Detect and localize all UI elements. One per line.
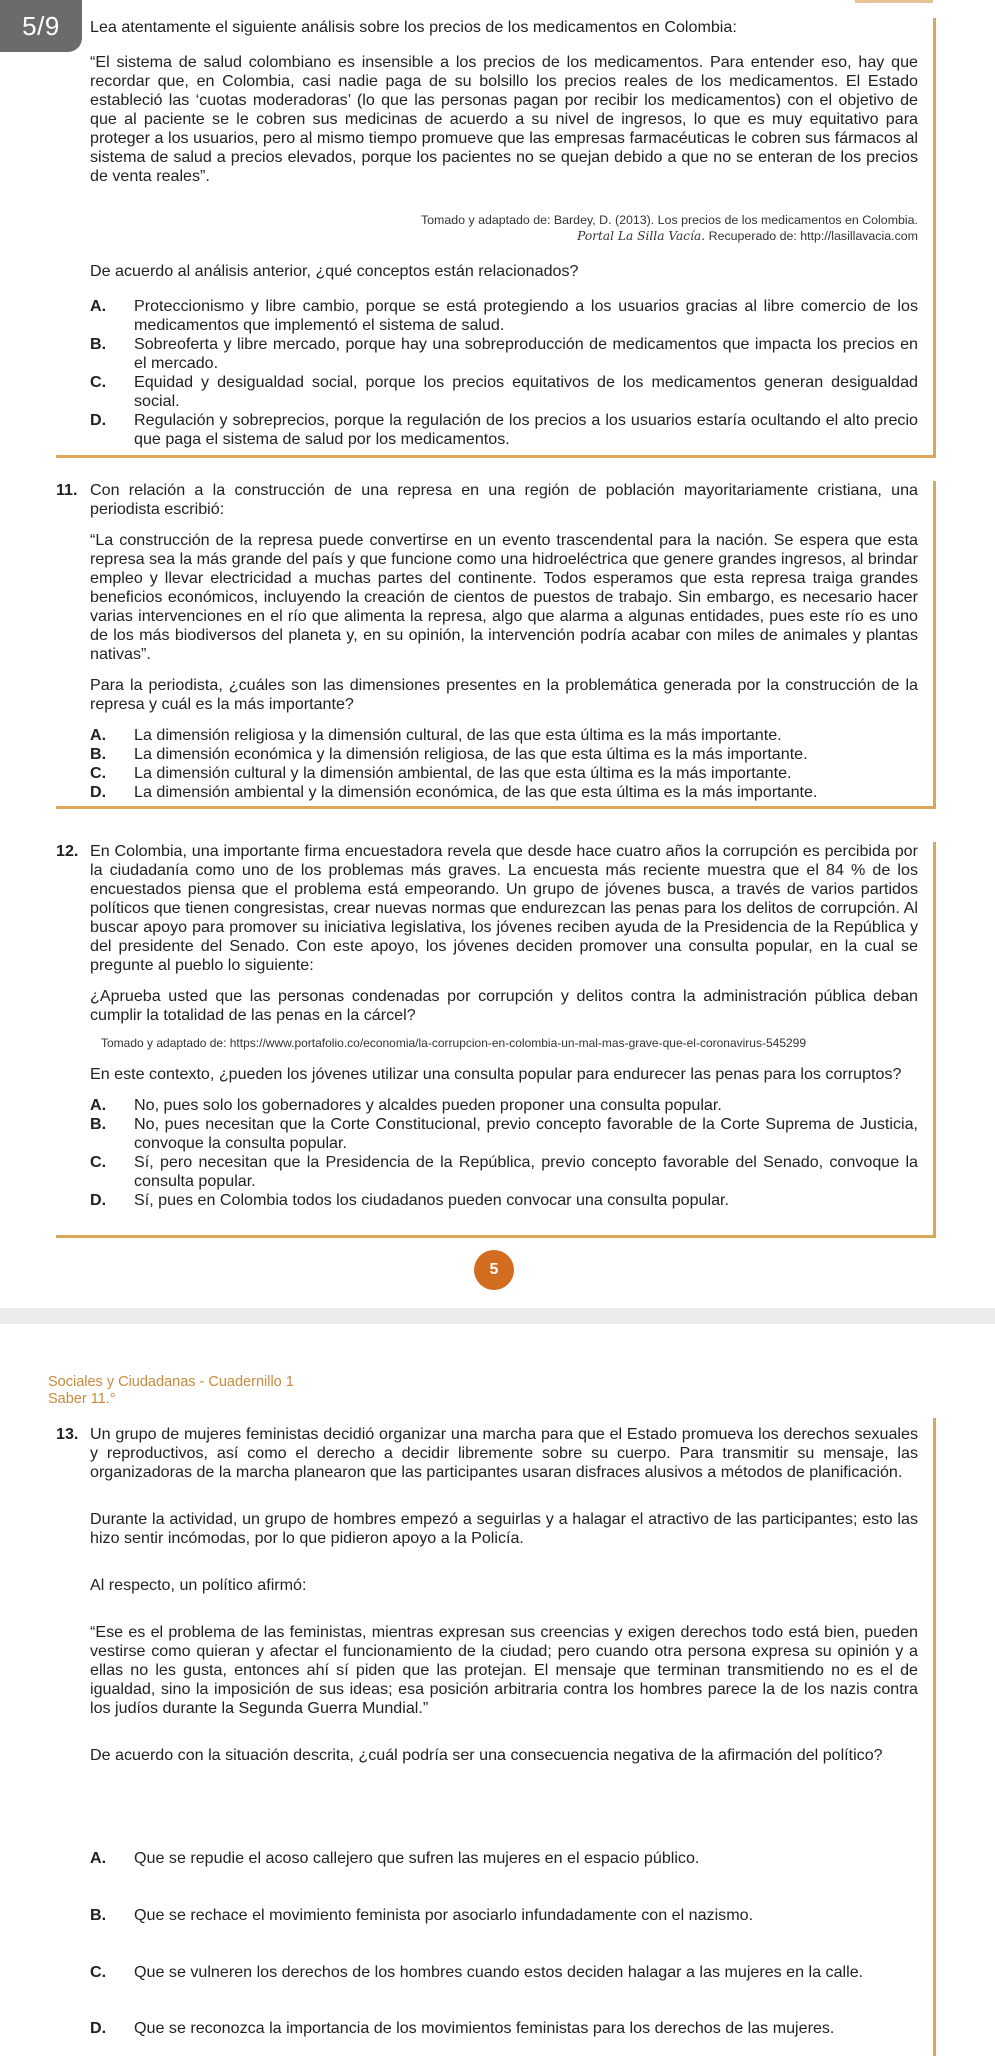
- option-letter: D.: [90, 783, 107, 801]
- option-letter: B.: [90, 745, 107, 763]
- option-text: Que se vulneren los derechos de los hombres cuando estos deciden halagar a las mujeres en la calle.: [134, 1963, 864, 1981]
- question-10-quote: “El sistema de salud colombiano es insensible a los precios de los medicamentos. Para entender eso, hay que recordar que, en Colombia, casi nadie paga de su bolsillo los precios reales de los medicamentos. El Estado estableció las ‘cuotas moderadoras’ (lo que las personas pagan por recibir los medicamentos) con el objetivo de que al paciente se le cobren sus medicinas de acuerdo a su nivel de ingresos, lo que es muy equitativo para proteger a los usuarios, pero al mismo tiempo promueve que las empresas farmacéuticas le cobren sus fármacos al sistema de salud a precios elevados, porque los pacientes no se quejan debido a que no se enteran de los precios de venta reales”.: [90, 53, 918, 185]
- option-b[interactable]: [90, 1115, 918, 1153]
- option-a[interactable]: [90, 1096, 918, 1115]
- question-10: [56, 18, 936, 458]
- option-letter: A.: [90, 297, 107, 315]
- option-text: Sí, pero necesitan que la Presidencia de la República, previo concepto favorable del Senado, convoque la consulta popular.: [134, 1153, 918, 1190]
- option-c[interactable]: [90, 764, 918, 783]
- question-13: [56, 1425, 936, 1845]
- option-text: Que se reconozca la importancia de los movimientos feministas para los derechos de las mujeres.: [134, 2019, 835, 2037]
- source-line-2: [56, 228, 918, 244]
- option-letter: C.: [90, 1153, 107, 1171]
- source-rest: Recuperado de: http://lasillavacia.com: [705, 229, 918, 243]
- option-letter: C.: [90, 764, 107, 782]
- option-letter: B.: [90, 1115, 107, 1133]
- question-10-border: [933, 18, 936, 458]
- question-11-options: [56, 726, 936, 802]
- question-12-stem: [56, 842, 936, 975]
- option-d[interactable]: [90, 1191, 918, 1210]
- page-counter: 5/9: [0, 0, 82, 52]
- question-13-paragraph-2: Durante la actividad, un grupo de hombres empezó a seguirlas y a halagar el atractivo de las participantes; esto las hizo sentir incómodas, por lo que pidieron apoyo a la Policía.: [90, 1510, 918, 1547]
- option-letter: C.: [90, 1963, 107, 1981]
- option-letter: A.: [90, 1096, 107, 1114]
- question-11-bottom-border: [56, 806, 936, 809]
- question-10-stem-text: Lea atentamente el siguiente análisis sobre los precios de los medicamentos en Colombia:: [90, 18, 737, 36]
- option-text: Regulación y sobreprecios, porque la regulación de los precios a los usuarios estaría ocultando el alto precio que paga el sistema de salud por los medicamentos.: [134, 411, 918, 448]
- option-c[interactable]: [90, 1963, 930, 1982]
- question-10-bottom-border: [56, 455, 936, 458]
- option-letter: B.: [90, 335, 107, 353]
- option-c[interactable]: [90, 373, 918, 411]
- question-10-stem: [56, 18, 936, 37]
- question-11-stem-text: Con relación a la construcción de una represa en una región de población mayoritariamente cristiana, una periodista escribió:: [90, 481, 918, 518]
- option-text: La dimensión cultural y la dimensión ambiental, de las que esta última es la más importante.: [134, 764, 792, 782]
- option-text: No, pues necesitan que la Corte Constitucional, previo concepto favorable de la Corte Suprema de Justicia, convoque la consulta popular.: [134, 1115, 918, 1152]
- question-13-question: De acuerdo con la situación descrita, ¿cuál podría ser una consecuencia negativa de la afirmación del político?: [90, 1746, 883, 1764]
- option-text: Proteccionismo y libre cambio, porque se está protegiendo a los usuarios gracias al libre comercio de los medicamentos que implementó el sistema de salud.: [134, 297, 918, 334]
- question-12-quote: ¿Aprueba usted que las personas condenadas por corrupción y delitos contra la administración pública deban cumplir la totalidad de las penas en la cárcel?: [90, 987, 918, 1024]
- source-italic: Portal La Silla Vacía.: [577, 229, 706, 243]
- question-10-options: [56, 297, 936, 449]
- page-number-badge: 5: [474, 1250, 514, 1290]
- option-text: Sí, pues en Colombia todos los ciudadanos pueden convocar una consulta popular.: [134, 1191, 729, 1209]
- option-text: No, pues solo los gobernadores y alcaldes pueden proponer una consulta popular.: [134, 1096, 722, 1114]
- booklet-subject: Sociales y Ciudadanas - Cuadernillo 1: [48, 1374, 294, 1390]
- option-text: La dimensión religiosa y la dimensión cultural, de las que esta última es la más importante.: [134, 726, 782, 744]
- question-number: 12.: [56, 842, 79, 860]
- option-letter: C.: [90, 373, 107, 391]
- question-11-quote: “La construcción de la represa puede convertirse en un evento trascendental para la nación. Se espera que esta represa sea la más grande del país y que funcione como una hidroeléctrica que genere grandes ingresos, al brindar empleo y llevar electricidad a muchas partes del continente. Todos esperamos que esta represa traiga grandes beneficios económicos, incluyendo la creación de cientos de puestos de trabajo. Sin embargo, es necesario hacer varias intervenciones en el río que alimenta la represa, algo que alarma a algunas entidades, pues este río es uno de los más biodiversos del planeta y, en su opinión, la intervención podría acabar con miles de animales y plantas nativas”.: [90, 531, 918, 663]
- page-separator: [0, 1308, 995, 1324]
- option-text: Sobreoferta y libre mercado, porque hay una sobreproducción de medicamentos que impacta los precios en el mercado.: [134, 335, 918, 372]
- option-d[interactable]: [90, 2019, 930, 2038]
- option-text: La dimensión económica y la dimensión religiosa, de las que esta última es la más importante.: [134, 745, 808, 763]
- question-11-stem: [56, 481, 936, 519]
- option-letter: D.: [90, 411, 107, 429]
- option-text: Que se rechace el movimiento feminista por asociarlo infundadamente con el nazismo.: [134, 1906, 754, 1924]
- option-letter: B.: [90, 1906, 107, 1924]
- question-11: [56, 481, 936, 809]
- question-12: [56, 842, 936, 1238]
- option-d[interactable]: [90, 783, 918, 802]
- question-12-source: Tomado y adaptado de: https://www.portafolio.co/economia/la-corrupcion-en-colombia-un-mal-mas-grave-que-el-coronavirus-545299: [101, 1036, 807, 1050]
- option-letter: D.: [90, 2019, 107, 2037]
- question-13-stem: [56, 1425, 936, 1482]
- option-text: La dimensión ambiental y la dimensión económica, de las que esta última es la más importante.: [134, 783, 818, 801]
- option-letter: A.: [90, 1849, 107, 1867]
- question-10-source: [56, 212, 936, 244]
- question-12-stem-text: En Colombia, una importante firma encuestadora revela que desde hace cuatro años la corrupción es percibida por la ciudadanía como uno de los problemas más graves. La encuesta más reciente muestra que el 84 % de los encuestados piensa que el problema está empeorando. Un grupo de jóvenes busca, a través de varios partidos políticos que tienen congresistas, crear nuevas normas que endurezcan las penas para los delitos de corrupción. Al buscar apoyo para promover su iniciativa legislativa, los jóvenes reciben ayuda de la Presidencia de la República y del presidente del Senado. Con este apoyo, los jóvenes deciden promover una consulta popular, en la cual se pregunte al pueblo lo siguiente:: [90, 842, 918, 974]
- question-number: 13.: [56, 1425, 79, 1443]
- question-13-quote: “Ese es el problema de las feministas, mientras expresan sus creencias y exigen derechos todo está bien, pueden vestirse como quieran y afectar el funcionamiento de la ciudad; pero cuando otra persona expresa su opinión y a ellas no les gusta, entonces ahí sí piden que las protejan. El mensaje que terminan transmitiendo no es el de igualdad, sino la imposición de sus ideas; esa posición arbitraria contra los hombres parece la de los nazis contra los judíos durante la Segunda Guerra Mundial.”: [90, 1623, 918, 1717]
- question-11-question: Para la periodista, ¿cuáles son las dimensiones presentes en la problemática generada por la construcción de la represa y cuál es la más importante?: [90, 676, 918, 713]
- option-b[interactable]: [90, 745, 918, 764]
- question-12-question: En este contexto, ¿pueden los jóvenes utilizar una consulta popular para endurecer las penas para los corruptos?: [90, 1065, 902, 1083]
- option-c[interactable]: [90, 1153, 918, 1191]
- question-number: 11.: [56, 481, 78, 499]
- source-line-1: Tomado y adaptado de: Bardey, D. (2013). Los precios de los medicamentos en Colombia.: [420, 213, 918, 227]
- option-a[interactable]: [90, 726, 918, 745]
- option-text: Que se repudie el acoso callejero que sufren las mujeres en el espacio público.: [134, 1849, 700, 1867]
- question-12-options: [56, 1096, 936, 1210]
- question-13-paragraph-3: Al respecto, un político afirmó:: [90, 1576, 307, 1594]
- header-accent-line: [855, 0, 933, 3]
- option-a[interactable]: [90, 297, 918, 335]
- option-d[interactable]: [90, 411, 918, 449]
- option-letter: A.: [90, 726, 107, 744]
- option-a[interactable]: [90, 1849, 930, 1868]
- option-text: Equidad y desigualdad social, porque los precios equitativos de los medicamentos generan desigualdad social.: [134, 373, 918, 410]
- option-letter: D.: [90, 1191, 107, 1209]
- booklet-grade: Saber 11.°: [48, 1391, 116, 1407]
- question-11-border: [933, 481, 936, 809]
- option-b[interactable]: [90, 335, 918, 373]
- question-10-question: De acuerdo al análisis anterior, ¿qué conceptos están relacionados?: [90, 262, 579, 280]
- option-b[interactable]: [90, 1906, 930, 1925]
- question-13-stem-text: Un grupo de mujeres feministas decidió organizar una marcha para que el Estado promueva los derechos sexuales y reproductivos, así como el derecho a decidir libremente sobre su cuerpo. Para transmitir su mensaje, las organizadoras de la marcha planearon que las participantes usaran disfraces alusivos a métodos de planificación.: [90, 1425, 918, 1481]
- question-12-bottom-border: [56, 1235, 936, 1238]
